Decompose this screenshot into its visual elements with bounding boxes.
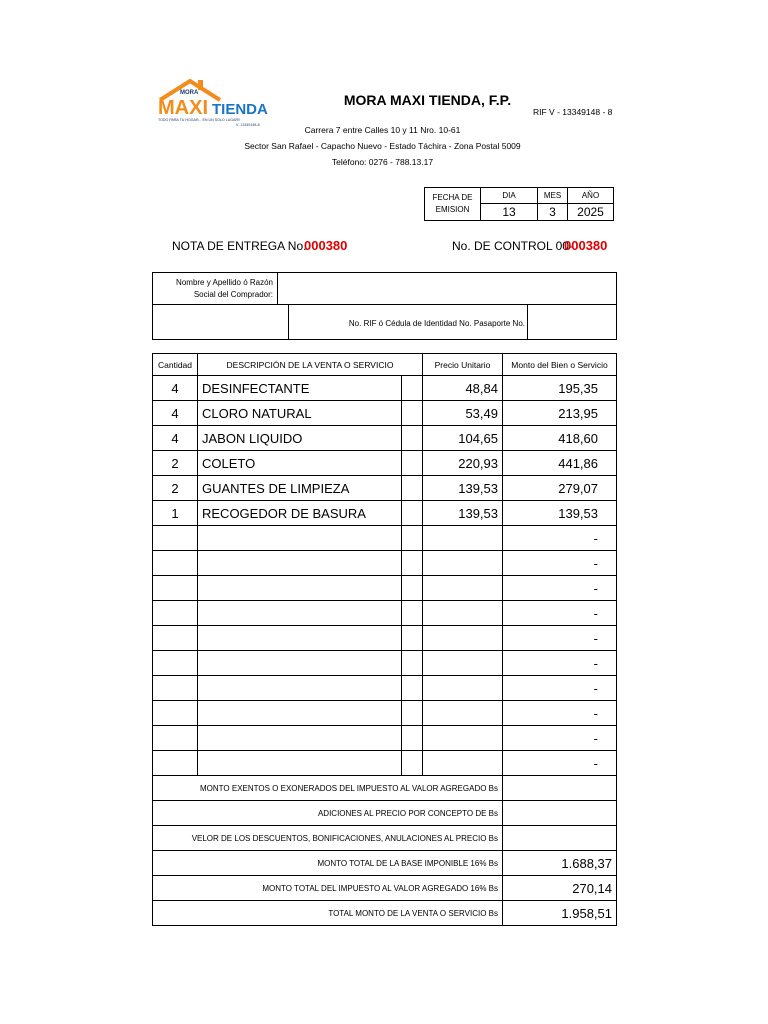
table-row bbox=[153, 526, 617, 551]
row-unit-price bbox=[423, 601, 503, 626]
row-unit-price: 139,53 bbox=[423, 501, 503, 526]
month-value: 3 bbox=[538, 204, 568, 221]
year-value: 2025 bbox=[568, 204, 614, 221]
row-unit-price: 139,53 bbox=[423, 476, 503, 501]
row-unit-price bbox=[423, 651, 503, 676]
control-label: No. DE CONTROL 00- bbox=[452, 239, 573, 253]
control-number: 000380 bbox=[564, 238, 608, 253]
row-desc bbox=[198, 676, 402, 701]
unit-price-header: Precio Unitario bbox=[423, 354, 503, 376]
house-roof-icon bbox=[158, 78, 278, 128]
row-unit-price: 104,65 bbox=[423, 426, 503, 451]
row-unit-price bbox=[423, 626, 503, 651]
totals-value bbox=[503, 776, 617, 801]
row-unit-price bbox=[423, 751, 503, 776]
logo-maxi: MAXI bbox=[158, 97, 208, 119]
row-desc: JABON LIQUIDO bbox=[198, 426, 402, 451]
address-line-2: Sector San Rafael - Capacho Nuevo - Estado Táchira - Zona Postal 5009 bbox=[244, 141, 521, 151]
row-amount: - bbox=[503, 551, 617, 576]
table-row bbox=[153, 726, 617, 751]
table-row bbox=[153, 626, 617, 651]
table-row bbox=[153, 451, 617, 476]
totals-label: MONTO TOTAL DE LA BASE IMPONIBLE 16% Bs bbox=[153, 851, 503, 876]
table-row bbox=[153, 576, 617, 601]
row-desc: DESINFECTANTE bbox=[198, 376, 402, 401]
amount-header: Monto del Bien o Servicio bbox=[503, 354, 617, 376]
totals-row bbox=[153, 901, 617, 926]
row-desc: COLETO bbox=[198, 451, 402, 476]
row-qty bbox=[153, 676, 198, 701]
totals-label: TOTAL MONTO DE LA VENTA O SERVICIO Bs bbox=[153, 901, 503, 926]
table-row bbox=[153, 751, 617, 776]
buyer-name-label: Nombre y Apellido ó Razón Social del Comprador: bbox=[176, 278, 273, 299]
row-desc bbox=[198, 526, 402, 551]
totals-label: MONTO EXENTOS O EXONERADOS DEL IMPUESTO AL VALOR AGREGADO Bs bbox=[153, 776, 503, 801]
row-amount: 441,86 bbox=[503, 451, 617, 476]
table-row bbox=[153, 401, 617, 426]
row-qty: 2 bbox=[153, 476, 198, 501]
row-amount: - bbox=[503, 726, 617, 751]
row-qty bbox=[153, 701, 198, 726]
desc-header: DESCRIPCIÓN DE LA VENTA O SERVICIO bbox=[198, 354, 423, 376]
row-amount: 418,60 bbox=[503, 426, 617, 451]
row-desc: RECOGEDOR DE BASURA bbox=[198, 501, 402, 526]
row-amount: - bbox=[503, 576, 617, 601]
row-desc bbox=[198, 576, 402, 601]
logo-tienda: TIENDA bbox=[212, 101, 268, 118]
row-unit-price bbox=[423, 676, 503, 701]
row-amount: 213,95 bbox=[503, 401, 617, 426]
row-desc bbox=[198, 551, 402, 576]
row-amount: - bbox=[503, 751, 617, 776]
date-label: FECHA DE EMISION bbox=[425, 188, 481, 221]
row-qty: 1 bbox=[153, 501, 198, 526]
row-qty: 2 bbox=[153, 451, 198, 476]
row-unit-price: 53,49 bbox=[423, 401, 503, 426]
buyer-id-label: No. RIF ó Cédula de Identidad No. Pasaporte No. bbox=[348, 319, 525, 328]
emission-date-table bbox=[424, 187, 614, 221]
totals-row bbox=[153, 801, 617, 826]
row-qty bbox=[153, 626, 198, 651]
logo-mora: MORA bbox=[180, 90, 199, 96]
logo-tagline: TODO PARA TU HOGAR... EN UN SOLO LUGAR!! bbox=[158, 118, 241, 122]
row-qty bbox=[153, 551, 198, 576]
address-line-1: Carrera 7 entre Calles 10 y 11 Nro. 10-61 bbox=[304, 125, 461, 135]
year-label: AÑO bbox=[568, 188, 614, 204]
row-qty bbox=[153, 576, 198, 601]
items-table bbox=[152, 353, 617, 926]
totals-row bbox=[153, 826, 617, 851]
row-amount: - bbox=[503, 601, 617, 626]
row-qty bbox=[153, 601, 198, 626]
row-unit-price: 48,84 bbox=[423, 376, 503, 401]
table-row bbox=[153, 426, 617, 451]
row-desc bbox=[198, 751, 402, 776]
row-desc bbox=[198, 726, 402, 751]
row-unit-price bbox=[423, 726, 503, 751]
day-value: 13 bbox=[481, 204, 538, 221]
row-amount: - bbox=[503, 526, 617, 551]
totals-label: MONTO TOTAL DEL IMPUESTO AL VALOR AGREGADO 16% Bs bbox=[153, 876, 503, 901]
logo-rif: V- 13349148-8 bbox=[236, 123, 260, 127]
company-name: MORA MAXI TIENDA, F.P. bbox=[343, 92, 512, 108]
table-row bbox=[153, 701, 617, 726]
row-qty bbox=[153, 651, 198, 676]
row-qty: 4 bbox=[153, 376, 198, 401]
table-row bbox=[153, 551, 617, 576]
row-amount: 195,35 bbox=[503, 376, 617, 401]
row-amount: - bbox=[503, 676, 617, 701]
row-desc: GUANTES DE LIMPIEZA bbox=[198, 476, 402, 501]
table-row bbox=[153, 676, 617, 701]
table-row bbox=[153, 476, 617, 501]
store-logo bbox=[158, 78, 278, 128]
row-qty: 4 bbox=[153, 401, 198, 426]
totals-value bbox=[503, 801, 617, 826]
row-unit-price bbox=[423, 701, 503, 726]
nota-entrega-number: 000380 bbox=[304, 238, 348, 253]
totals-value: 1.688,37 bbox=[503, 851, 617, 876]
row-qty: 4 bbox=[153, 426, 198, 451]
table-row bbox=[153, 601, 617, 626]
row-unit-price bbox=[423, 526, 503, 551]
month-label: MES bbox=[538, 188, 568, 204]
row-desc: CLORO NATURAL bbox=[198, 401, 402, 426]
totals-label: VELOR DE LOS DESCUENTOS, BONIFICACIONES, ANULACIONES AL PRECIO Bs bbox=[153, 826, 503, 851]
row-desc bbox=[198, 701, 402, 726]
qty-header: Cantidad bbox=[153, 354, 198, 376]
row-amount: - bbox=[503, 626, 617, 651]
row-desc bbox=[198, 626, 402, 651]
buyer-box bbox=[152, 272, 617, 340]
nota-entrega-label: NOTA DE ENTREGA No. bbox=[172, 239, 307, 253]
row-desc bbox=[198, 601, 402, 626]
row-unit-price bbox=[423, 576, 503, 601]
table-row bbox=[153, 501, 617, 526]
table-row bbox=[153, 376, 617, 401]
row-unit-price: 220,93 bbox=[423, 451, 503, 476]
row-qty bbox=[153, 751, 198, 776]
phone-line: Teléfono: 0276 - 788.13.17 bbox=[331, 157, 434, 167]
company-rif: RIF V - 13349148 - 8 bbox=[533, 107, 613, 117]
row-amount: 279,07 bbox=[503, 476, 617, 501]
totals-row bbox=[153, 876, 617, 901]
row-amount: - bbox=[503, 701, 617, 726]
totals-value: 1.958,51 bbox=[503, 901, 617, 926]
totals-value: 270,14 bbox=[503, 876, 617, 901]
totals-row bbox=[153, 776, 617, 801]
row-amount: - bbox=[503, 651, 617, 676]
totals-row bbox=[153, 851, 617, 876]
table-header bbox=[153, 354, 617, 376]
totals-value bbox=[503, 826, 617, 851]
day-label: DIA bbox=[481, 188, 538, 204]
row-unit-price bbox=[423, 551, 503, 576]
row-amount: 139,53 bbox=[503, 501, 617, 526]
totals-label: ADICIONES AL PRECIO POR CONCEPTO DE Bs bbox=[153, 801, 503, 826]
row-qty bbox=[153, 726, 198, 751]
row-qty bbox=[153, 526, 198, 551]
table-row bbox=[153, 651, 617, 676]
row-desc bbox=[198, 651, 402, 676]
